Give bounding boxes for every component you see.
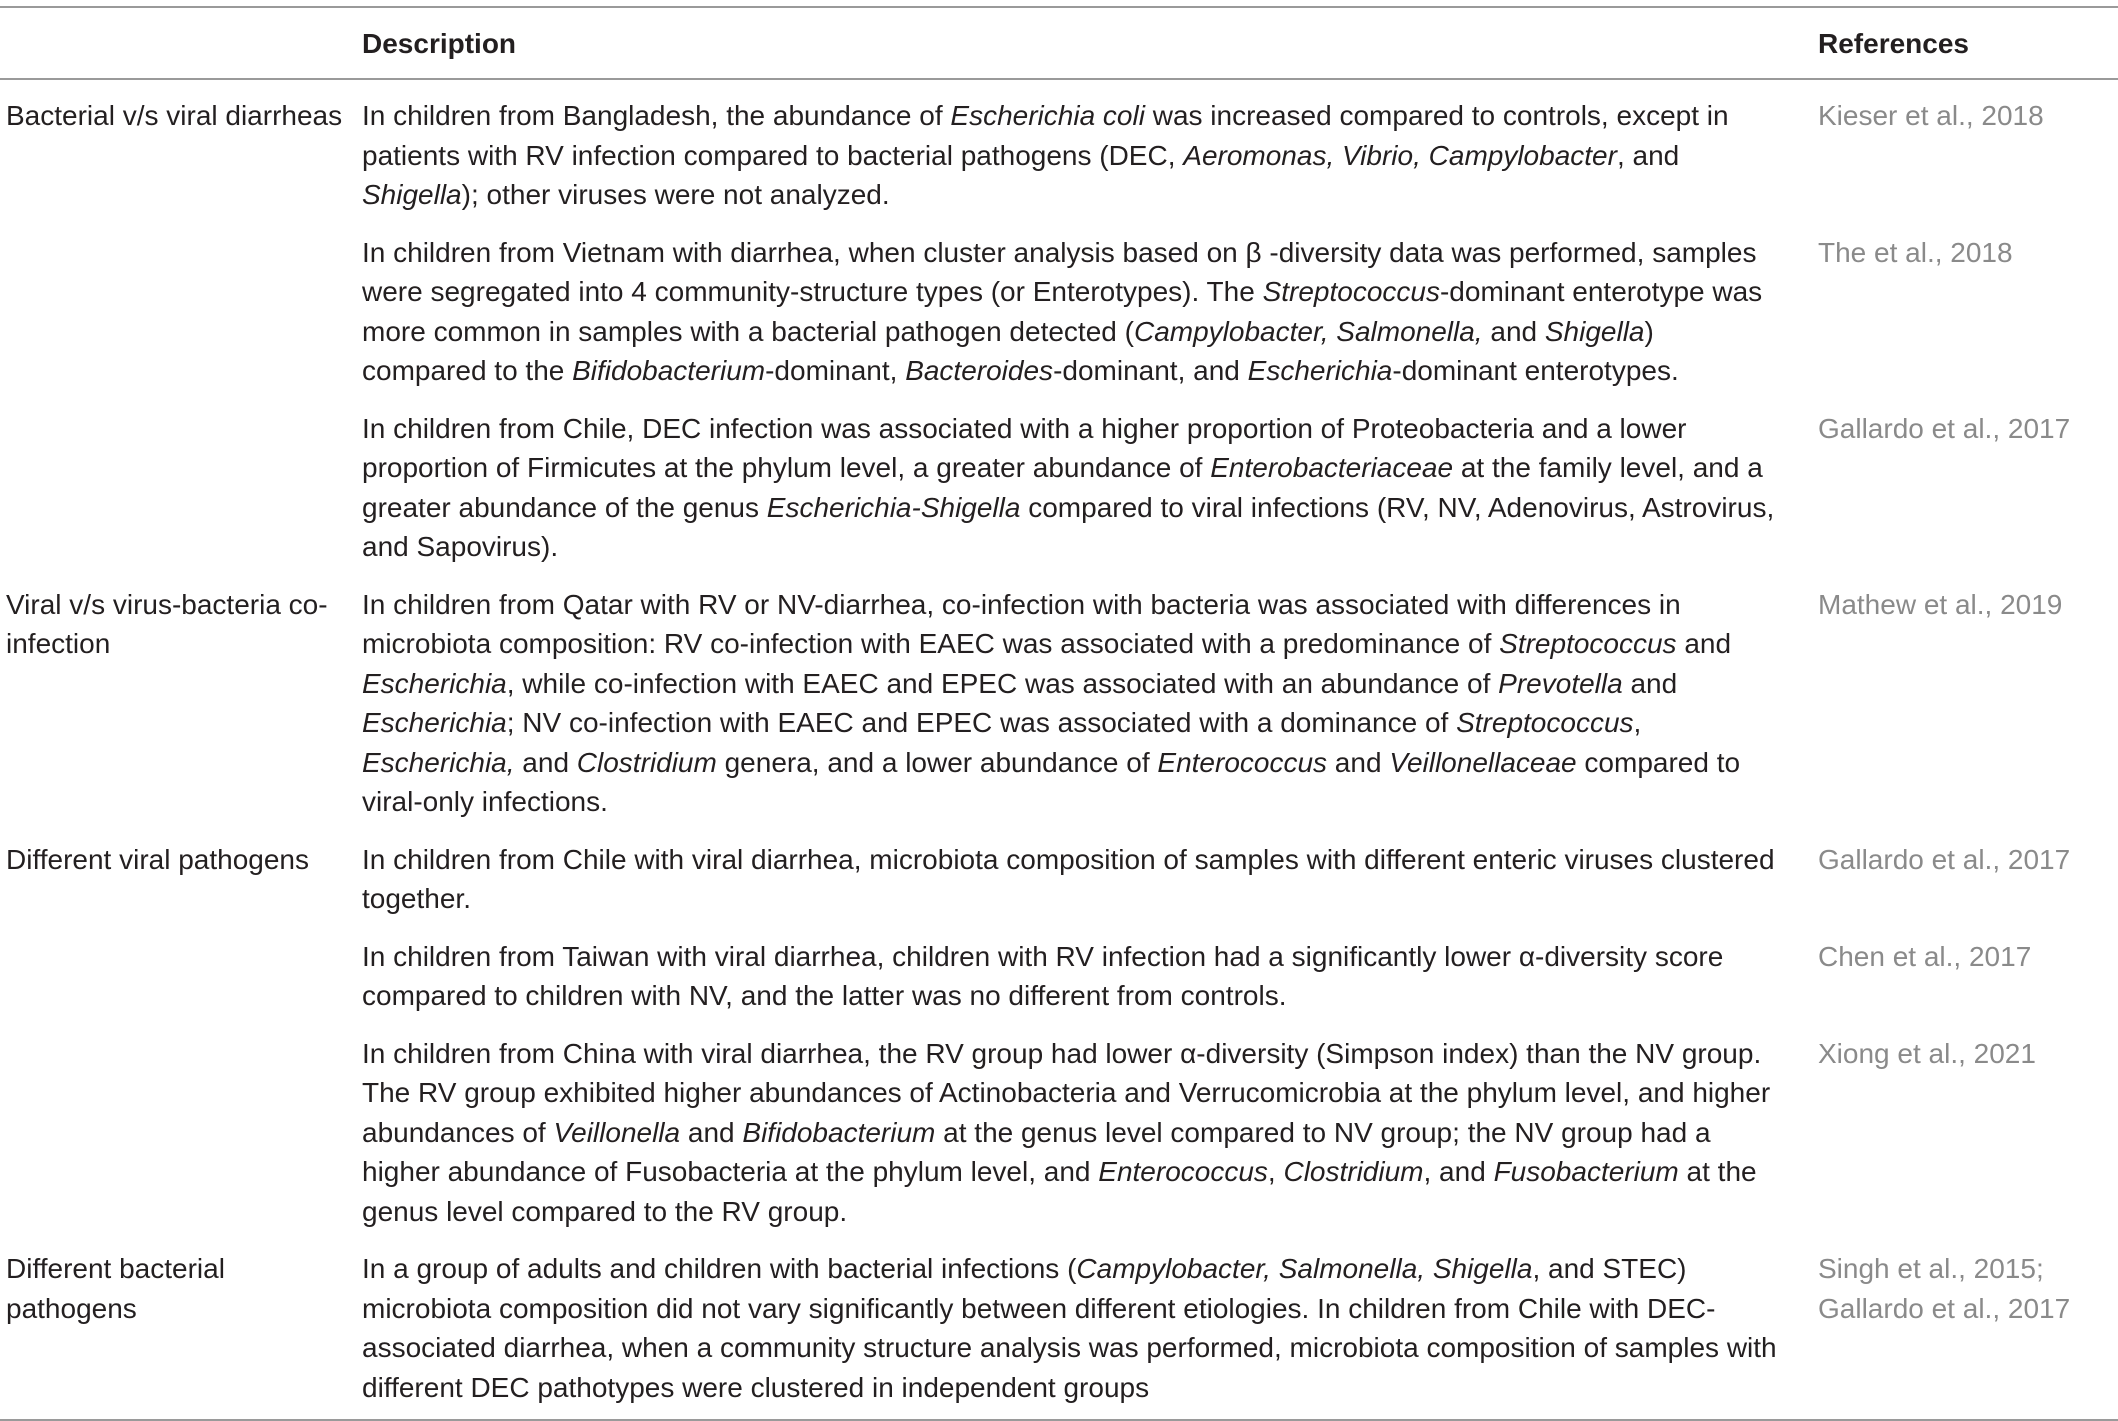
- row-references: [1818, 1024, 2118, 1240]
- row-references: [1818, 575, 2118, 830]
- description-text: , and: [1616, 139, 1680, 171]
- italic-term: Streptococcus: [1499, 628, 1677, 659]
- description-text: and: [1622, 667, 1678, 699]
- row-description: [362, 79, 1818, 223]
- reference-citation: Singh et al., 2015;: [1818, 1253, 2044, 1284]
- italic-term: Veillonellaceae: [1389, 746, 1577, 778]
- description-text: was increased compared to controls, except in patients with RV infection compared to bacterial pathogens (DEC,: [362, 100, 1729, 171]
- italic-term: Enterococcus: [1157, 746, 1328, 778]
- italic-term: Shigella: [362, 179, 462, 210]
- table-row: [0, 1239, 2118, 1420]
- description-text: compared to viral infections (RV, NV, Adenovirus, Astrovirus, and Sapovirus).: [362, 491, 1775, 562]
- description-text: ; NV co-infection with EAEC and EPEC was associated with a dominance of: [506, 707, 1457, 738]
- description-text: -dominant, and: [1053, 355, 1248, 386]
- reference-citation: Chen et al., 2017: [1818, 940, 2032, 972]
- italic-term: Bacteroides: [905, 355, 1054, 386]
- row-description: [362, 223, 1818, 399]
- reference-citation: Kieser et al., 2018: [1818, 100, 2044, 131]
- italic-term: Campylobacter, Salmonella, Shigella: [1076, 1253, 1533, 1284]
- description-text: ) compared to the: [362, 315, 1654, 386]
- reference-citation: Mathew et al., 2019: [1818, 588, 2063, 620]
- italic-term: Escherichia: [362, 667, 507, 699]
- row-description: [362, 830, 1818, 927]
- row-category: [0, 927, 362, 1024]
- italic-term: Enterobacteriaceae: [1210, 452, 1454, 483]
- italic-term: Enterococcus: [1098, 1156, 1268, 1187]
- italic-term: Escherichia,: [362, 746, 515, 778]
- row-category: [0, 223, 362, 399]
- description-text: genera, and a lower abundance of: [716, 746, 1158, 778]
- row-category: Different viral pathogens: [6, 843, 309, 875]
- row-references: [1818, 830, 2118, 927]
- italic-term: Campylobacter, Salmonella,: [1133, 315, 1483, 347]
- description-text: and: [1327, 746, 1390, 778]
- description-text: at the genus level compared to NV group; the NV group had a higher abundance of Fusobacteria at the phylum level, and: [362, 1116, 1711, 1187]
- row-category: [0, 1024, 362, 1240]
- italic-term: Clostridium: [1283, 1156, 1424, 1187]
- table-row: [0, 1024, 2118, 1240]
- row-references: [1818, 399, 2118, 575]
- description-text: ); other viruses were not analyzed.: [461, 179, 890, 210]
- description-text: at the family level, and a greater abundance of the genus: [362, 452, 1763, 523]
- description-text: , and STEC) microbiota composition did not vary significantly between different etiologies. In children from Chile with DEC-associated diarrhea, when a community structure analysis was performed, microbiota composition of samples with different DEC pathotypes were clustered in independent groups: [362, 1253, 1777, 1403]
- italic-term: Prevotella: [1498, 667, 1623, 699]
- description-text: In children from China with viral diarrhea, the RV group had lower α-diversity (Simpson index) than the NV group. The RV group exhibited higher abundances of Actinobacteria and Verrucomicrobia at the phylum level, and higher abundances of: [362, 1037, 1771, 1148]
- table-header-row: [0, 7, 2118, 79]
- reference-citation: Gallardo et al., 2017: [1818, 412, 2071, 444]
- header-description: Description: [362, 7, 1818, 79]
- table-row: [0, 79, 2118, 223]
- italic-term: Escherichia: [362, 707, 507, 738]
- table-row: [0, 927, 2118, 1024]
- row-description: [362, 399, 1818, 575]
- description-text: In children from Chile with viral diarrhea, microbiota composition of samples with different enteric viruses clustered together.: [362, 843, 1775, 914]
- row-references: [1818, 1239, 2118, 1420]
- description-text: In children from Bangladesh, the abundance of: [362, 100, 951, 131]
- row-category: [0, 399, 362, 575]
- table-container: [0, 6, 2118, 1421]
- reference-citation: Gallardo et al., 2017: [1818, 1292, 2071, 1324]
- table-row: [0, 575, 2118, 830]
- row-references: [1818, 79, 2118, 223]
- microbiota-table: [0, 6, 2118, 1421]
- italic-term: Clostridium: [576, 746, 717, 778]
- row-category: Different bacterial pathogens: [0, 1239, 362, 1420]
- description-text: and: [680, 1116, 743, 1148]
- description-text: In children from Vietnam with diarrhea, when cluster analysis based on β -diversity data was performed, samples were segregated into 4 community-structure types (or Enterotypes). The: [362, 236, 1757, 307]
- row-description: [362, 1024, 1818, 1240]
- italic-term: Streptococcus: [1456, 707, 1634, 738]
- description-text: and: [1676, 628, 1732, 659]
- italic-term: Streptococcus: [1262, 276, 1440, 307]
- italic-term: Escherichia-Shigella: [766, 491, 1021, 523]
- table-body: [0, 79, 2118, 1420]
- row-category: Bacterial v/s viral diarrheas: [6, 100, 343, 131]
- header-references: References: [1818, 7, 2118, 79]
- italic-term: Bifidobacterium: [742, 1116, 936, 1148]
- italic-term: Escherichia: [1247, 355, 1393, 386]
- italic-term: Shigella: [1544, 315, 1645, 347]
- description-text: compared to viral-only infections.: [362, 746, 1741, 817]
- table-row: [0, 830, 2118, 927]
- header-category: [0, 7, 362, 79]
- description-text: , and: [1423, 1156, 1494, 1187]
- row-category: Viral v/s virus-bacteria co-infection: [6, 588, 328, 659]
- italic-term: Bifidobacterium: [572, 355, 766, 386]
- table-row: [0, 399, 2118, 575]
- description-text: In a group of adults and children with bacterial infections (: [362, 1253, 1077, 1284]
- row-description: [362, 927, 1818, 1024]
- description-text: -dominant enterotypes.: [1392, 355, 1679, 386]
- italic-term: Escherichia coli: [950, 100, 1145, 131]
- description-text: and: [1482, 315, 1545, 347]
- row-references: [1818, 223, 2118, 399]
- description-text: In children from Chile, DEC infection was associated with a higher proportion of Proteobacteria and a lower proportion of Firmicutes at the phylum level, a greater abundance of: [362, 412, 1687, 483]
- description-text: In children from Taiwan with viral diarrhea, children with RV infection had a significantly lower α-diversity score compared to children with NV, and the latter was no different from controls.: [362, 940, 1724, 1011]
- row-references: [1818, 927, 2118, 1024]
- italic-term: Fusobacterium: [1493, 1156, 1679, 1187]
- italic-term: Aeromonas, Vibrio, Campylobacter: [1183, 139, 1617, 171]
- table-row: [0, 223, 2118, 399]
- description-text: -dominant,: [765, 355, 906, 386]
- italic-term: Veillonella: [553, 1116, 681, 1148]
- description-text: ,: [1633, 707, 1642, 738]
- description-text: -dominant enterotype was more common in samples with a bacterial pathogen detected (: [362, 276, 1763, 347]
- row-description: [362, 1239, 1818, 1420]
- description-text: In children from Qatar with RV or NV-diarrhea, co-infection with bacteria was associated with differences in microbiota composition: RV co-infection with EAEC was associated with a predominance of: [362, 588, 1681, 659]
- reference-citation: The et al., 2018: [1818, 236, 2013, 268]
- description-text: at the genus level compared to the RV group.: [362, 1156, 1757, 1227]
- description-text: , while co-infection with EAEC and EPEC was associated with an abundance of: [506, 667, 1499, 699]
- reference-citation: Xiong et al., 2021: [1818, 1037, 2036, 1069]
- row-description: [362, 575, 1818, 830]
- description-text: ,: [1267, 1156, 1284, 1187]
- description-text: and: [514, 746, 577, 778]
- reference-citation: Gallardo et al., 2017: [1818, 843, 2071, 875]
